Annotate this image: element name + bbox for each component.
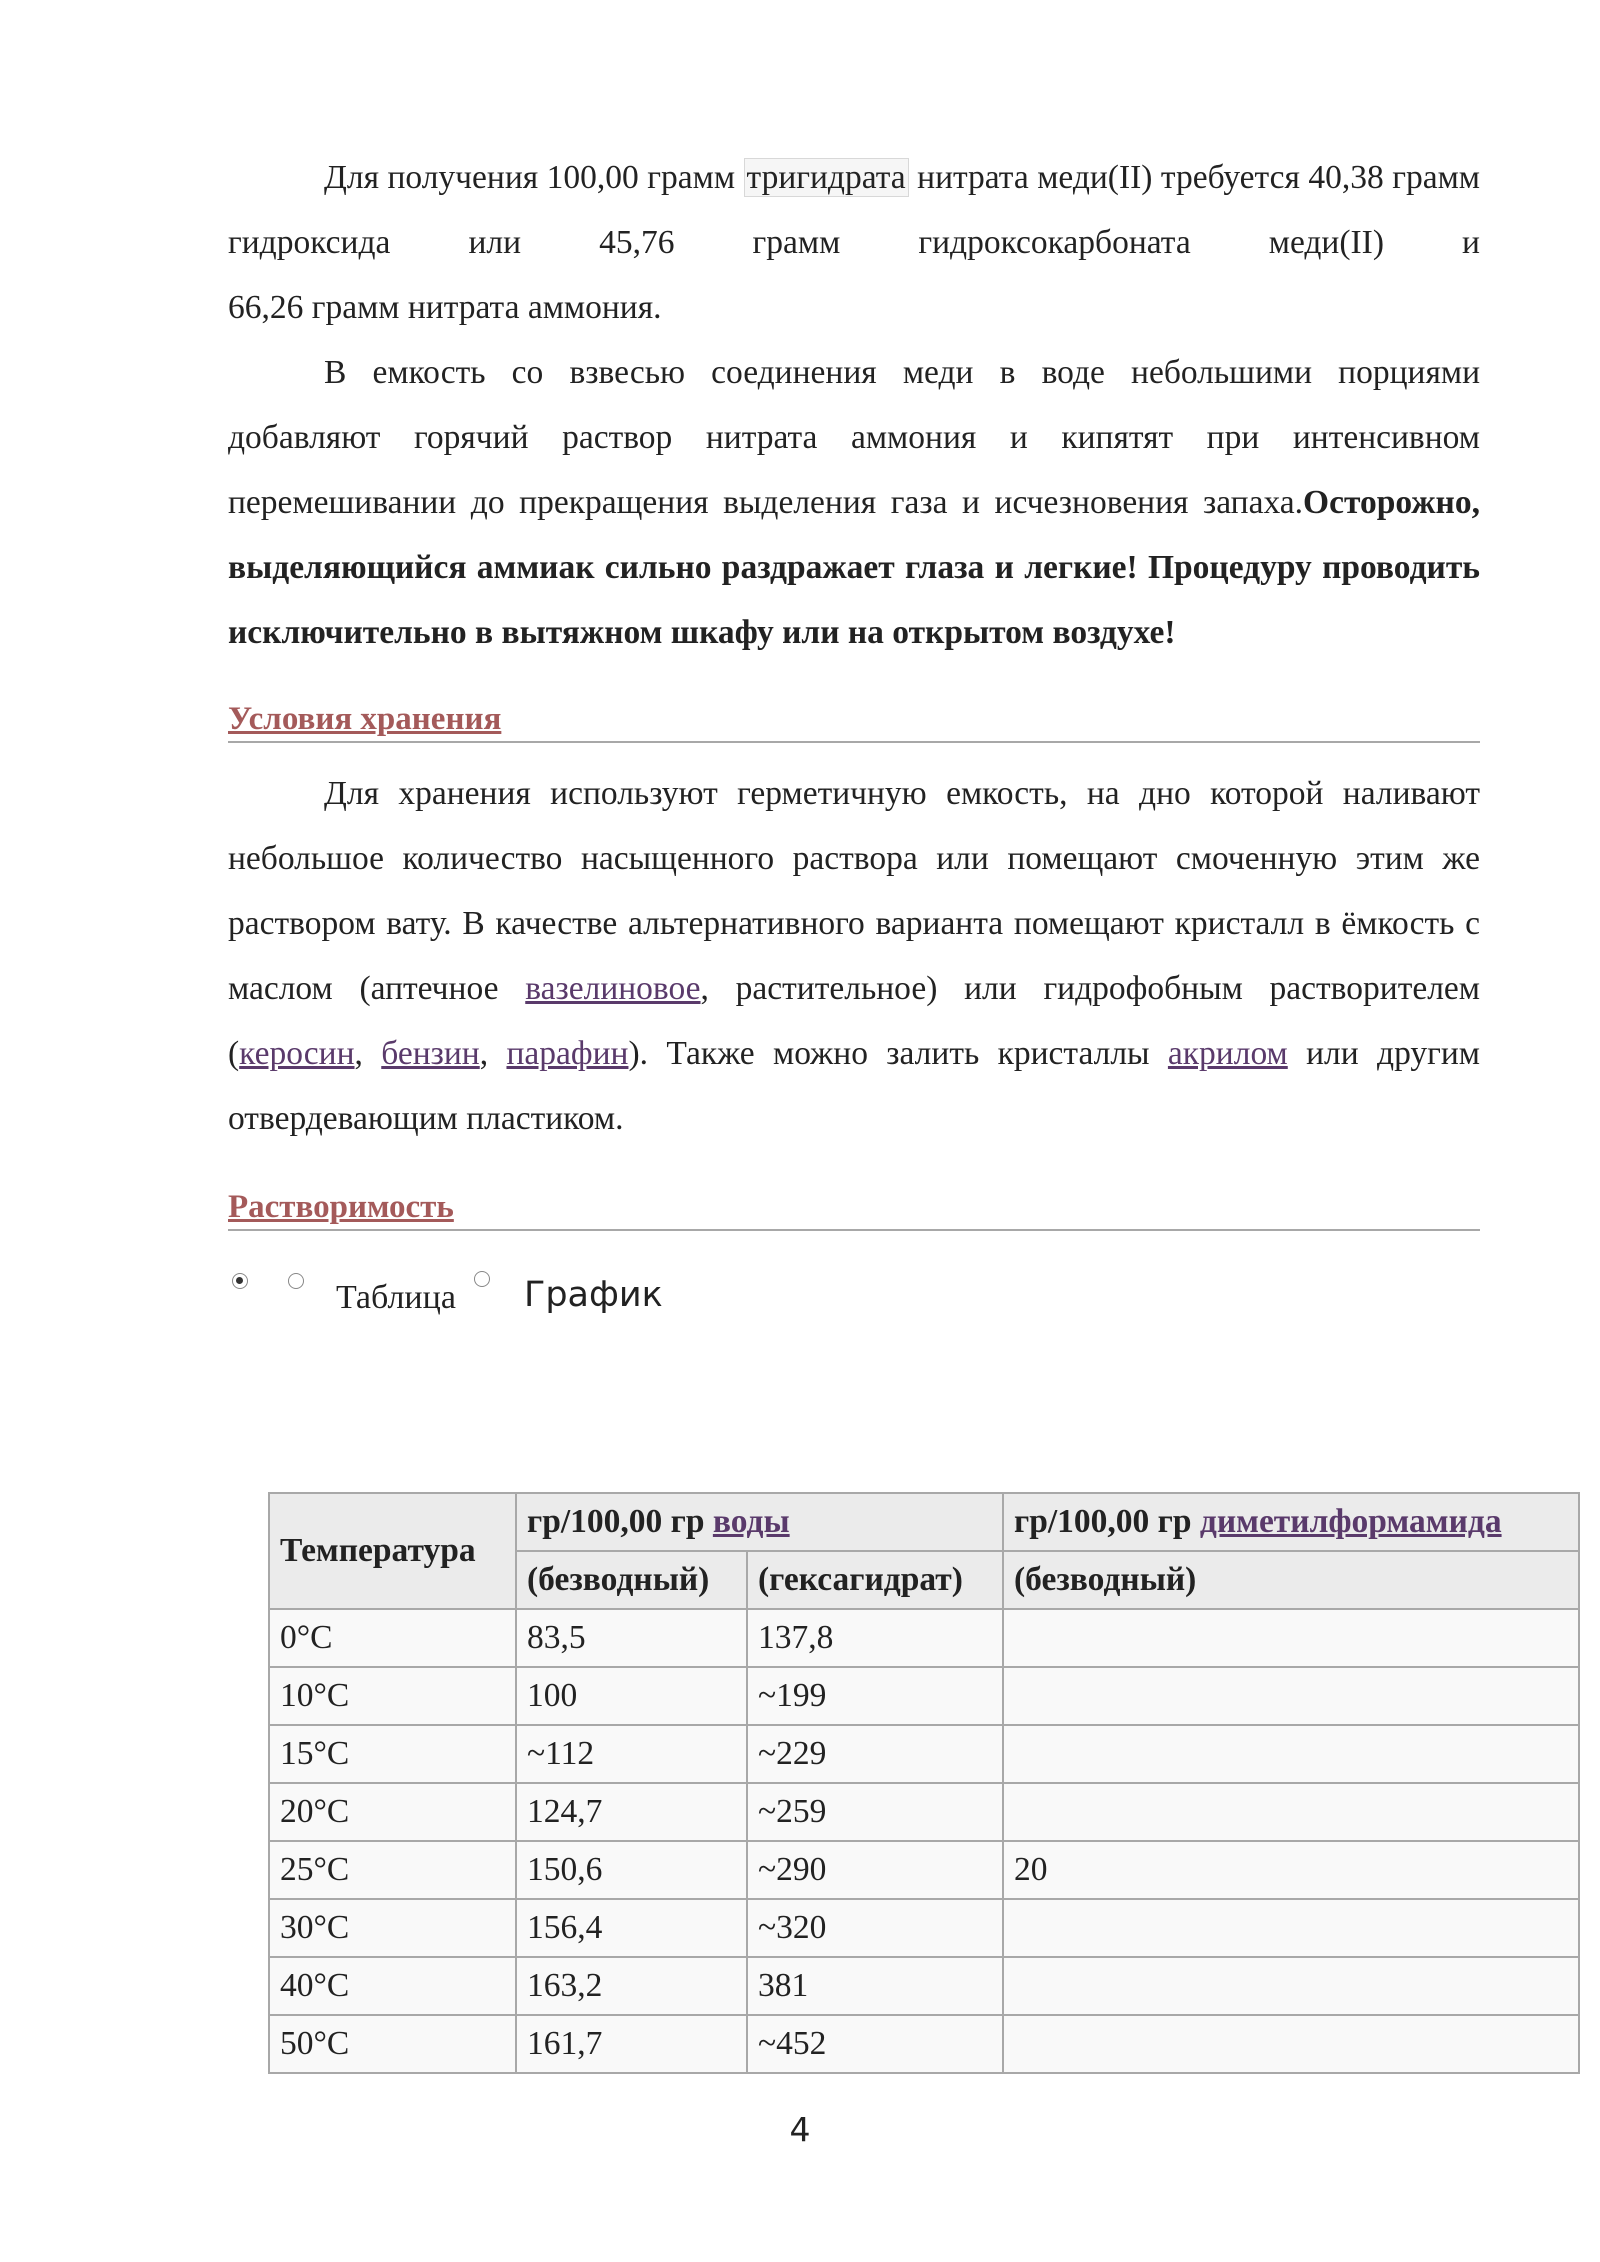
col-header-dmf-anhydrous: (безводный) <box>1003 1551 1579 1609</box>
col-header-anhydrous: (безводный) <box>516 1551 747 1609</box>
link-vaseline[interactable]: вазелиновое <box>525 970 701 1007</box>
intro-paragraph: Для получения 100,00 грамм тригидрата нитрата меди(II) требуется 40,38 грамм гидроксида или 45,76 грамм гидроксокарбоната меди(II) и <box>228 159 1480 261</box>
intro-paragraph-end: 66,26 грамм нитрата аммония. <box>228 289 662 326</box>
col-header-temperature: Температура <box>269 1493 516 1609</box>
table-row: 25°C 150,6 ~290 20 <box>269 1841 1579 1899</box>
tab-graph-label[interactable]: График <box>524 1275 663 1315</box>
link-water[interactable]: воды <box>712 1503 790 1540</box>
col-header-hexahydrate: (гексагидрат) <box>747 1551 1003 1609</box>
solubility-heading[interactable]: Растворимость <box>228 1187 1480 1231</box>
table-row: 20°C 124,7 ~259 <box>269 1783 1579 1841</box>
table-row: 15°C ~112 ~229 <box>269 1725 1579 1783</box>
table-row: 40°C 163,2 381 <box>269 1957 1579 2015</box>
tab-table-label[interactable]: Таблица <box>336 1279 456 1316</box>
table-row: 30°C 156,4 ~320 <box>269 1899 1579 1957</box>
link-dimethylformamide[interactable]: диметилформамида <box>1199 1503 1502 1540</box>
col-group-water: гр/100,00 гр воды <box>516 1493 1003 1551</box>
storage-heading[interactable]: Условия хранения <box>228 699 1480 743</box>
table-row: 10°C 100 ~199 <box>269 1667 1579 1725</box>
page-number: 4 <box>789 2110 811 2149</box>
radio-tab-graph[interactable] <box>288 1273 304 1289</box>
solubility-view-switcher <box>228 1231 1480 1341</box>
link-acrylic[interactable]: акрилом <box>1167 1035 1288 1072</box>
procedure-paragraph: В емкость со взвесью соединения меди в воде небольшими порциями добавляют горячий раствор нитрата аммония и кипятят при интенсивном перемешивании до прекращения выделения газа и исчезновения запаха.Осторожно, выделяющийся аммиак сильно раздражает глаза и легкие! Процедуру проводить исключительно в вытяжном шкафу или на открытом воздухе! <box>228 354 1480 651</box>
document-page <box>228 145 1480 1341</box>
storage-paragraph: Для хранения используют герметичную емкость, на дно которой наливают небольшое количество насыщенного раствора или помещают смоченную этим же раствором вату. В качестве альтернативного варианта помещают кристалл в ёмкость с маслом (аптечное вазелиновое, растительное) или гидрофобным растворителем (керосин, бензин, парафин). Также можно залить кристаллы акрилом или другим отвердевающим пластиком. <box>228 775 1480 1137</box>
solubility-table <box>268 1492 1580 2074</box>
safety-warning: Осторожно, выделяющийся аммиак сильно раздражает глаза и легкие! Процедуру проводить исключительно в вытяжном шкафу или на открытом воздухе! <box>228 484 1480 651</box>
link-benzine[interactable]: бензин <box>381 1035 480 1072</box>
table-row: 50°C 161,7 ~452 <box>269 2015 1579 2073</box>
col-group-dmf: гр/100,00 гр диметилформамида <box>1003 1493 1579 1551</box>
radio-tab-graph-alt[interactable] <box>474 1271 490 1287</box>
link-kerosene[interactable]: керосин <box>239 1035 355 1072</box>
highlighted-word: тригидрата <box>744 158 909 197</box>
radio-tab-table[interactable] <box>232 1273 248 1289</box>
link-paraffin[interactable]: парафин <box>506 1035 629 1072</box>
table-row: 0°C 83,5 137,8 <box>269 1609 1579 1667</box>
